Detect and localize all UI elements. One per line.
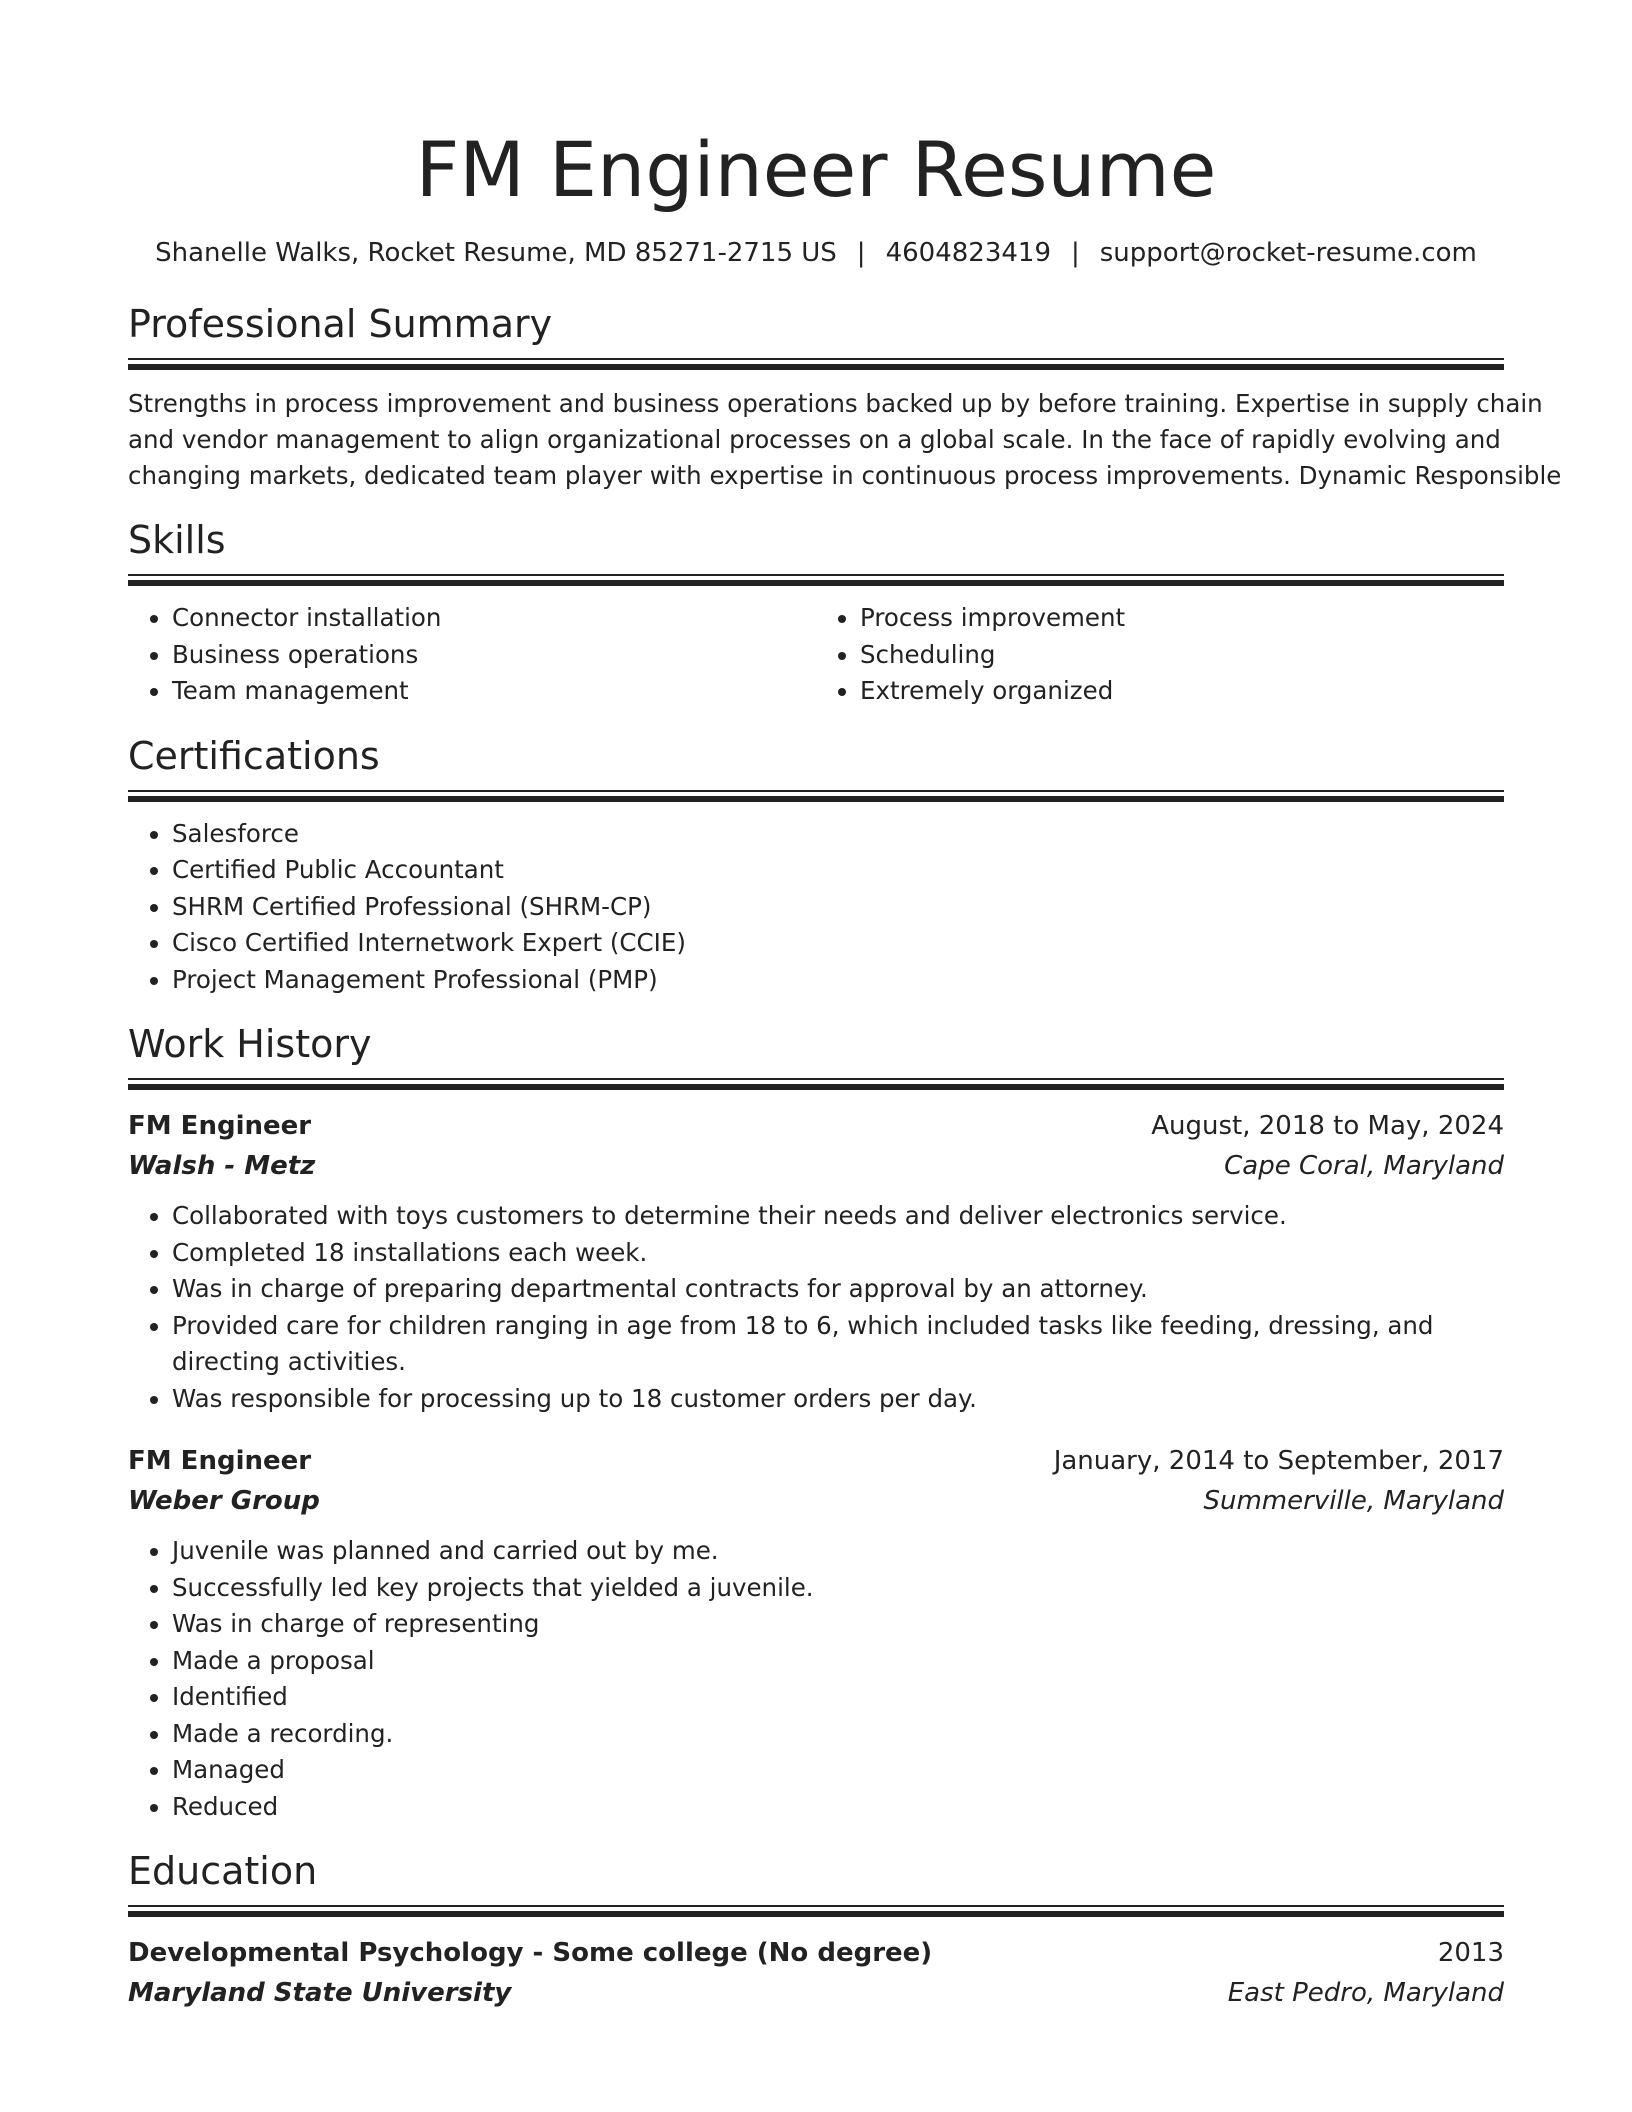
contact-separator: | bbox=[1070, 238, 1080, 268]
skill-item: • Connector installation bbox=[172, 600, 816, 637]
section-heading-education: Education bbox=[128, 1849, 318, 1893]
section-heading-skills: Skills bbox=[128, 518, 226, 562]
job-subheader bbox=[128, 1481, 1504, 1521]
job-title: FM Engineer bbox=[128, 1111, 312, 1141]
job-company: Weber Group bbox=[128, 1486, 320, 1516]
skill-item: • Extremely organized bbox=[860, 673, 1504, 710]
certification-item: • Project Management Professional (PMP) bbox=[172, 962, 1504, 999]
summary-line: and vendor management to align organizational processes on a global scale. In the face of rapidly evolving and bbox=[128, 425, 1501, 454]
section-heading-work-history: Work History bbox=[128, 1022, 372, 1066]
education-school: Maryland State University bbox=[128, 1978, 512, 2008]
job-header bbox=[128, 1106, 1504, 1146]
job-subheader bbox=[128, 1146, 1504, 1186]
job-location: Cape Coral, Maryland bbox=[1224, 1151, 1504, 1181]
page-title: FM Engineer Resume bbox=[415, 125, 1217, 214]
section-heading-certifications: Certifications bbox=[128, 733, 380, 778]
job-bullet: • Made a recording. bbox=[172, 1716, 1504, 1753]
certification-item: • Salesforce bbox=[172, 816, 1504, 853]
summary-text bbox=[128, 386, 1562, 494]
contact-separator: | bbox=[856, 238, 866, 268]
skill-item: • Scheduling bbox=[860, 637, 1504, 674]
job-bullet: • Reduced bbox=[172, 1789, 1504, 1826]
certification-item: • Certified Public Accountant bbox=[172, 852, 1504, 889]
section-divider bbox=[128, 358, 1504, 372]
job-bullet: • Juvenile was planned and carried out by me. bbox=[172, 1533, 1504, 1570]
skill-item: • Process improvement bbox=[860, 600, 1504, 637]
section-divider bbox=[128, 790, 1504, 804]
job-bullet: • Provided care for children ranging in age from 18 to 6, which included tasks like feeding, dressing, and directing activities. bbox=[172, 1308, 1504, 1381]
education-header bbox=[128, 1933, 1504, 1973]
certifications-section bbox=[128, 732, 1504, 999]
job-location: Summerville, Maryland bbox=[1203, 1486, 1504, 1516]
certifications-list bbox=[128, 816, 1504, 999]
job-dates: August, 2018 to May, 2024 bbox=[1151, 1111, 1504, 1141]
job-dates: January, 2014 to September, 2017 bbox=[1053, 1446, 1504, 1476]
education-entry bbox=[128, 1933, 1504, 2013]
job-bullet: • Successfully led key projects that yielded a juvenile. bbox=[172, 1570, 1504, 1607]
job-bullet: • Was in charge of preparing departmental contracts for approval by an attorney. bbox=[172, 1271, 1504, 1308]
job-bullets bbox=[128, 1533, 1504, 1825]
education-section bbox=[128, 1847, 1504, 2013]
job-bullet: • Was in charge of representing bbox=[172, 1606, 1504, 1643]
skill-item: • Team management bbox=[172, 673, 816, 710]
section-divider bbox=[128, 1078, 1504, 1092]
education-degree: Developmental Psychology - Some college (No degree) bbox=[128, 1938, 933, 1968]
contact-address: Shanelle Walks, Rocket Resume, MD 85271-2715 US bbox=[155, 238, 837, 268]
skills-list-left bbox=[128, 600, 816, 710]
section-heading-summary: Professional Summary bbox=[128, 302, 553, 346]
section-divider bbox=[128, 1905, 1504, 1919]
job-bullet: • Completed 18 installations each week. bbox=[172, 1235, 1504, 1272]
skills-section bbox=[128, 516, 1504, 710]
summary-line: changing markets, dedicated team player with expertise in continuous process improvements. Dynamic Responsible bbox=[128, 461, 1562, 490]
skills-grid bbox=[128, 588, 1504, 710]
job-bullet: • Identified bbox=[172, 1679, 1504, 1716]
job-bullet: • Made a proposal bbox=[172, 1643, 1504, 1680]
education-location: East Pedro, Maryland bbox=[1227, 1978, 1504, 2008]
education-subheader bbox=[128, 1973, 1504, 2013]
job-bullet: • Was responsible for processing up to 18 customer orders per day. bbox=[172, 1381, 1504, 1418]
contact-line bbox=[128, 236, 1504, 270]
certification-item: • Cisco Certified Internetwork Expert (CCIE) bbox=[172, 925, 1504, 962]
job-bullets bbox=[128, 1198, 1504, 1417]
job-title: FM Engineer bbox=[128, 1446, 312, 1476]
certification-item: • SHRM Certified Professional (SHRM-CP) bbox=[172, 889, 1504, 926]
job-header bbox=[128, 1441, 1504, 1481]
job-company: Walsh - Metz bbox=[128, 1151, 316, 1181]
summary-line: Strengths in process improvement and business operations backed up by before training. Expertise in supply chain bbox=[128, 389, 1543, 418]
section-divider bbox=[128, 574, 1504, 588]
skill-item: • Business operations bbox=[172, 637, 816, 674]
job-entry bbox=[128, 1441, 1504, 1825]
work-history-section bbox=[128, 1020, 1504, 1825]
job-bullet: • Collaborated with toys customers to determine their needs and deliver electronics service. bbox=[172, 1198, 1504, 1235]
skills-list-right bbox=[816, 600, 1504, 710]
job-entry bbox=[128, 1106, 1504, 1417]
contact-email: support@rocket-resume.com bbox=[1099, 238, 1477, 268]
summary-section bbox=[128, 300, 1562, 494]
contact-phone: 4604823419 bbox=[885, 238, 1051, 268]
education-year: 2013 bbox=[1437, 1938, 1504, 1968]
job-bullet: • Managed bbox=[172, 1752, 1504, 1789]
